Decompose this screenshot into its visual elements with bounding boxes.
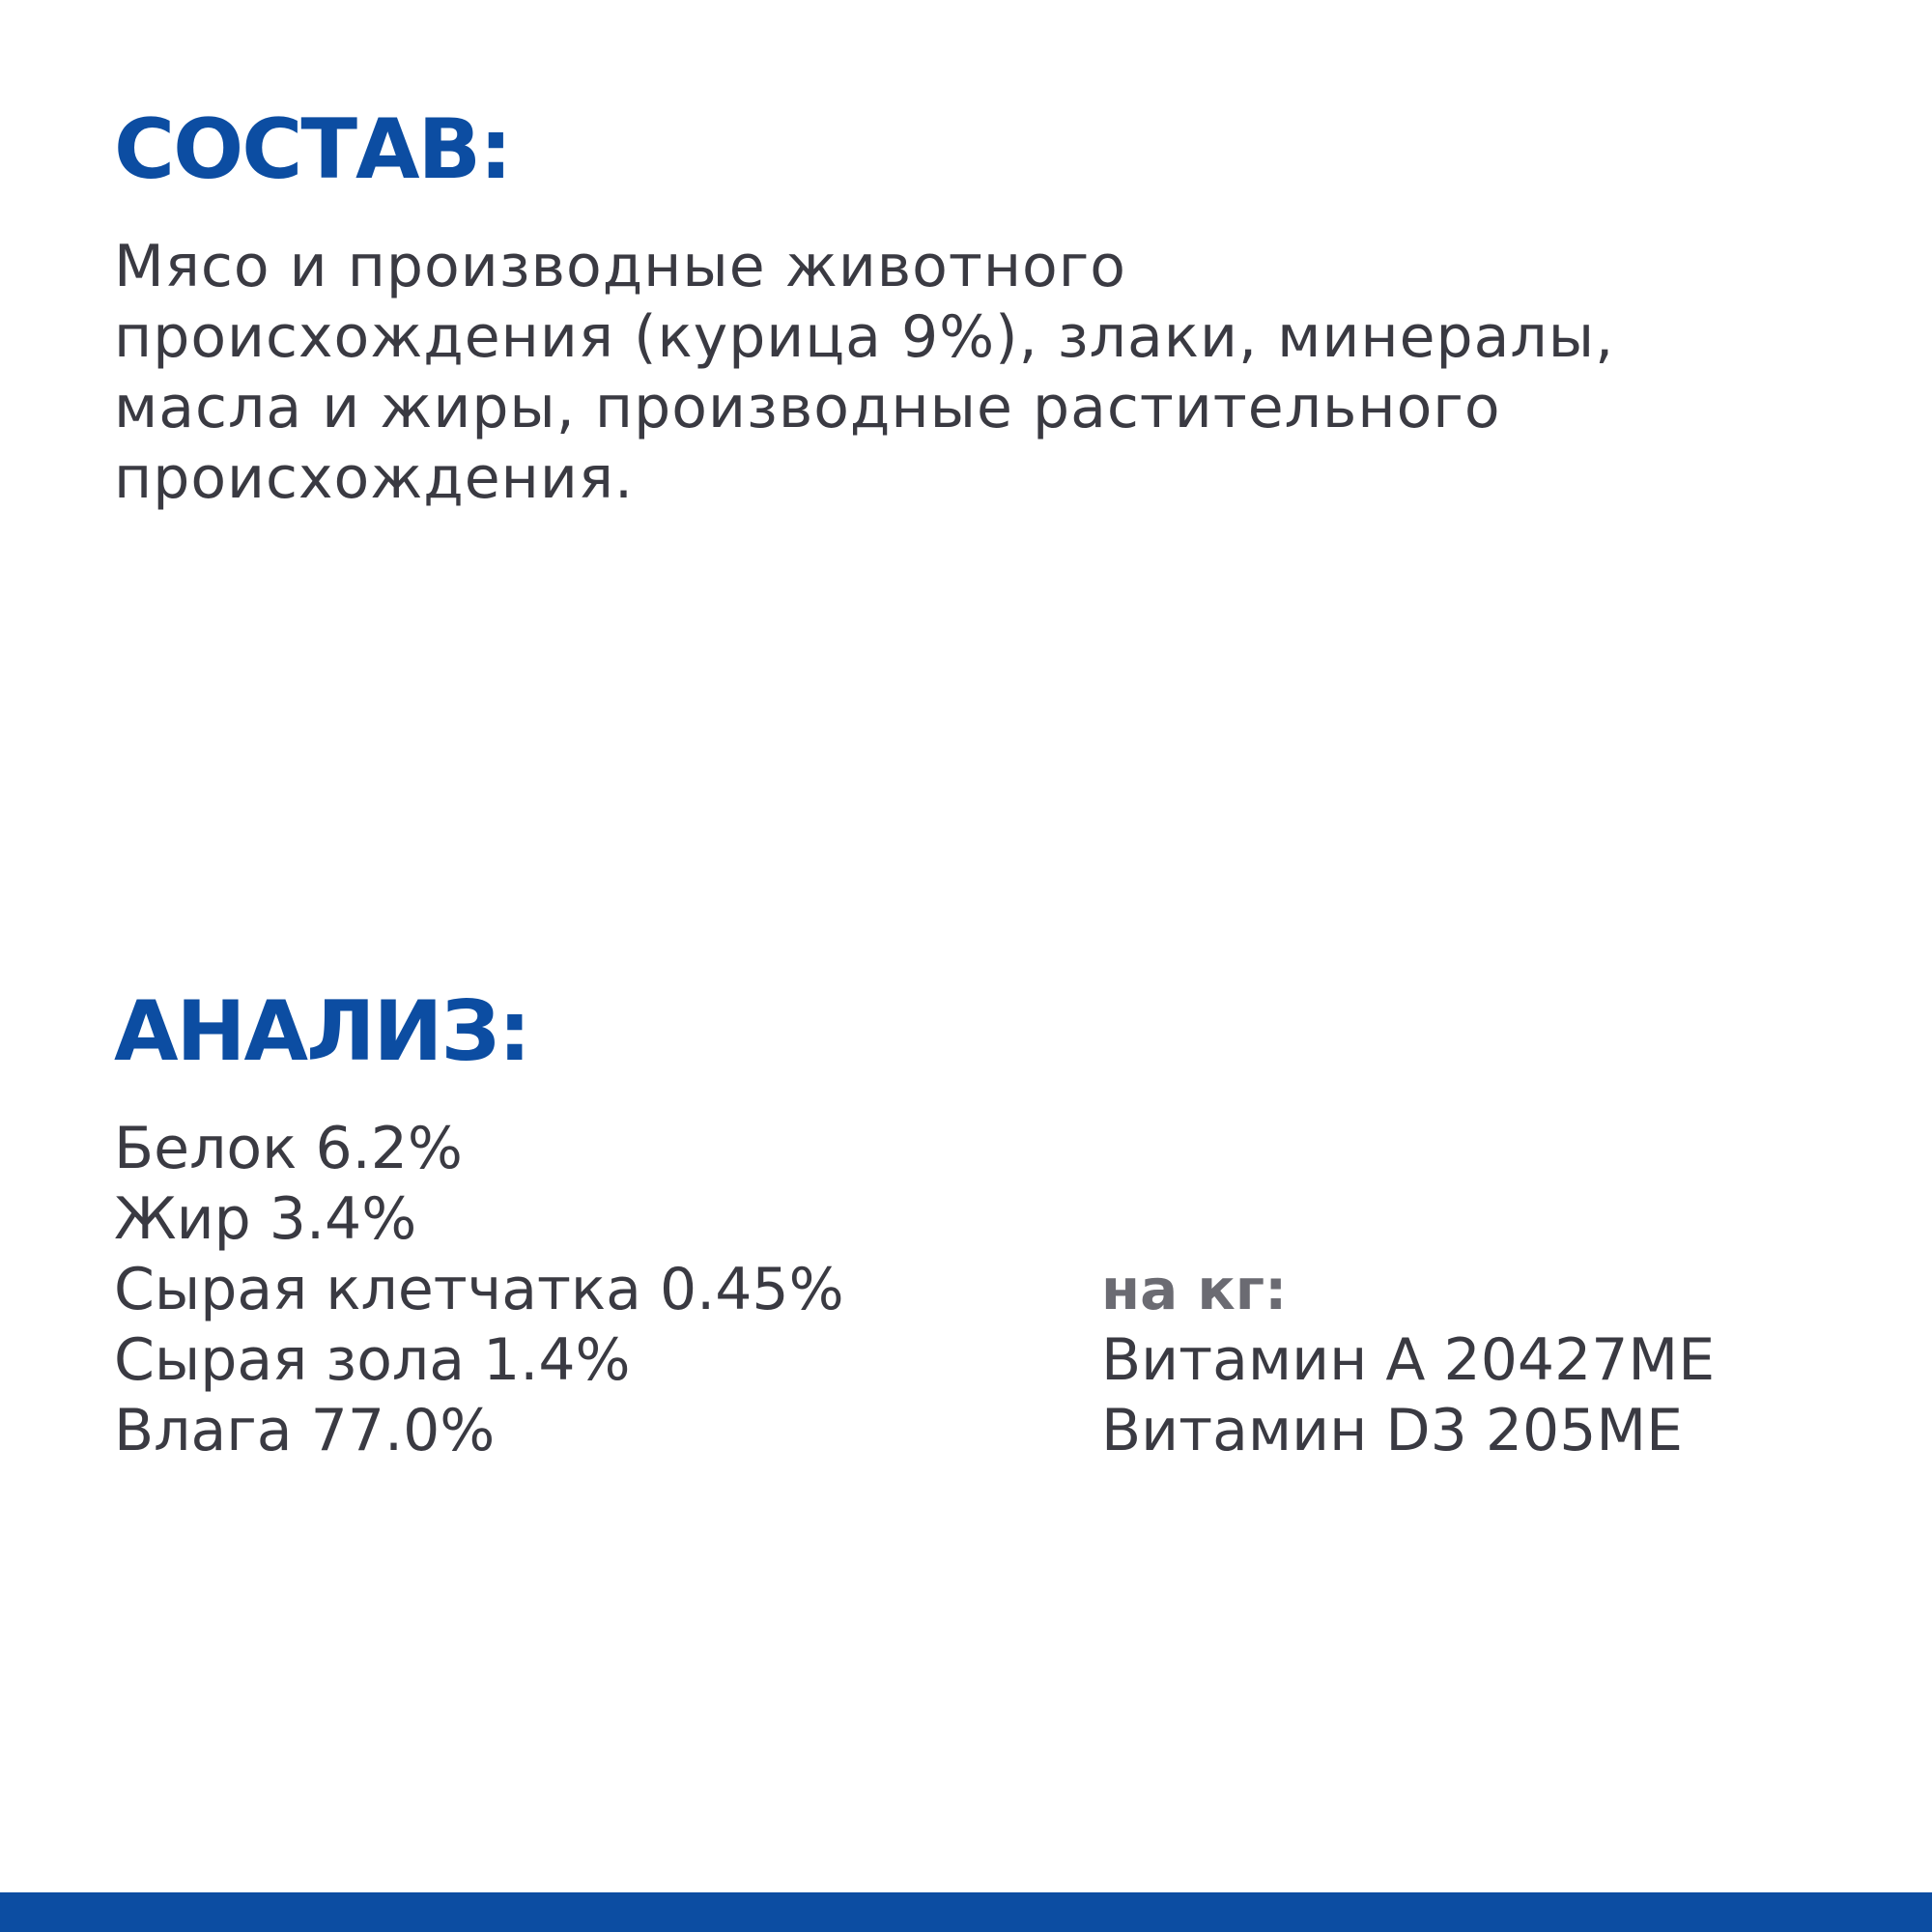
- analysis-item-protein: Белок 6.2%: [114, 1115, 463, 1182]
- composition-heading: СОСТАВ:: [114, 101, 511, 198]
- per-kg-block: [1101, 1255, 1715, 1466]
- analysis-list: [114, 1114, 844, 1466]
- vitamin-a-item: Витамин А 20427МЕ: [1101, 1326, 1716, 1394]
- analysis-item-ash: Сырая зола 1.4%: [114, 1326, 631, 1394]
- analysis-item-moisture: Влага 77.0%: [114, 1397, 496, 1464]
- analysis-item-fiber: Сырая клетчатка 0.45%: [114, 1256, 844, 1323]
- per-kg-label: на кг:: [1101, 1257, 1288, 1322]
- vitamin-d3-item: Витамин D3 205МЕ: [1101, 1397, 1684, 1464]
- analysis-item-fat: Жир 3.4%: [114, 1185, 417, 1253]
- bottom-bar: [0, 1892, 1932, 1932]
- composition-text: Мясо и производные животного происхождения (курица 9%), злаки, минералы, масла и жиры, производные растительного происхождения.: [114, 233, 1615, 512]
- vitamin-list: [1101, 1325, 1715, 1466]
- analysis-heading: АНАЛИЗ:: [114, 983, 529, 1080]
